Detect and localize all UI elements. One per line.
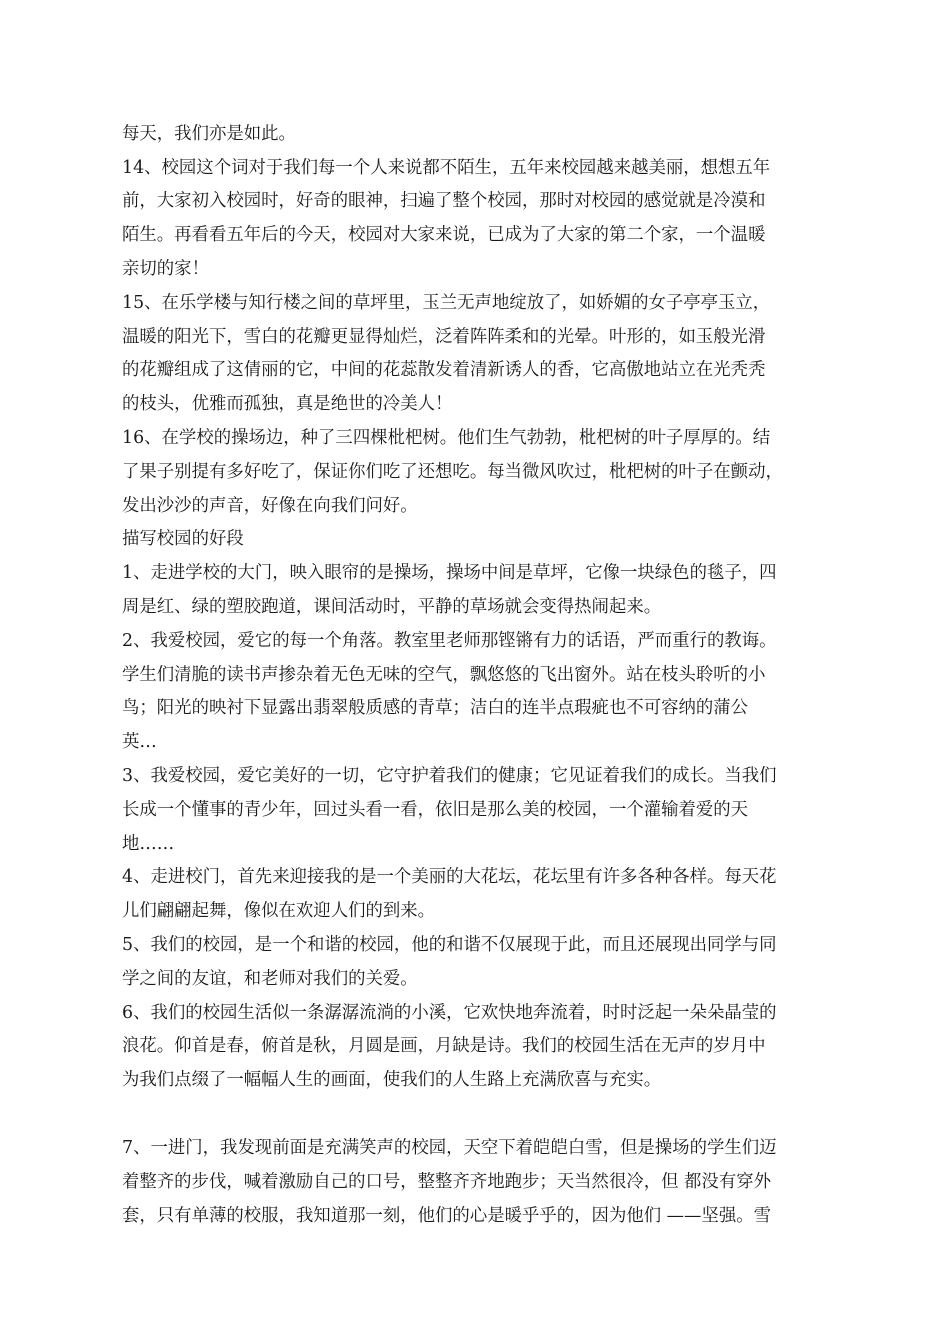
text-line: 长成一个懂事的青少年，回过头看一看，依旧是那么美的校园，一个灌输着爱的天 [122,800,749,820]
text-line: 儿们翩翩起舞，像似在欢迎人们的到来。 [122,901,436,921]
text-line: 的花瓣组成了这倩丽的它，中间的花蕊散发着清新诱人的香，它高傲地站立在光秃秃 [122,360,766,380]
text-line: 6、我们的校园生活似一条潺潺流淌的小溪，它欢快地奔流着，时时泛起一朵朵晶莹的 [122,1003,777,1023]
text-line: 地…… [122,834,175,854]
text-line: 学生们清脆的读书声掺杂着无色无味的空气，飘悠悠的飞出窗外。站在枝头聆听的小 [122,665,766,685]
text-line: 周是红、绿的塑胶跑道，课间活动时，平静的草场就会变得热闹起来。 [122,597,662,617]
text-line: 4、走进校门，首先来迎接我的是一个美丽的大花坛，花坛里有许多各种各样。每天花 [122,867,777,887]
text-line: 7、一进门，我发现前面是充满笑声的校园，天空下着皑皑白雪，但是操场的学生们迈 [122,1138,777,1158]
text-line: 学之间的友谊，和老师对我们的关爱。 [122,969,418,989]
text-line: 发出沙沙的声音，好像在向我们问好。 [122,496,418,516]
text-line: 温暖的阳光下，雪白的花瓣更显得灿烂，泛着阵阵柔和的光晕。叶形的，如玉般光滑 [122,327,766,347]
text-line: 15、在乐学楼与知行楼之间的草坪里，玉兰无声地绽放了，如娇媚的女子亭亭玉立， [122,293,771,313]
text-line: 2、我爱校园，爱它的每一个角落。教室里老师那铿锵有力的话语，严而重行的教诲。 [122,631,777,651]
text-line: 每天，我们亦是如此。 [122,124,296,144]
text-line: 陌生。再看看五年后的今天，校园对大家来说，已成为了大家的第二个家，一个温暖 [122,225,766,245]
text-line: 套，只有单薄的校服，我知道那一刻，他们的心是暖乎乎的，因为他们 ——坚强。雪 [122,1206,771,1226]
text-line: 的枝头，优雅而孤独，真是绝世的冷美人！ [122,394,453,414]
text-line: 16、在学校的操场边，种了三四棵枇杷树。他们生气勃勃，枇杷树的叶子厚厚的。结 [122,428,771,448]
text-line: 5、我们的校园，是一个和谐的校园，他的和谐不仅展现于此，而且还展现出同学与同 [122,935,777,955]
text-line: 14、校园这个词对于我们每一个人来说都不陌生，五年来校园越来越美丽，想想五年 [122,158,771,178]
text-line: 鸟；阳光的映衬下显露出翡翠般质感的青草；洁白的连半点瑕疵也不可容纳的蒲公 [122,698,749,718]
text-line: 3、我爱校园，爱它美好的一切，它守护着我们的健康；它见证着我们的成长。当我们 [122,766,777,786]
text-line: 英… [122,732,157,752]
text-line: 着整齐的步伐，喊着激励自己的口号，整整齐齐地跑步；天当然很冷，但 都没有穿外 [122,1172,771,1192]
text-line: 为我们点缀了一幅幅人生的画面，使我们的人生路上充满欣喜与充实。 [122,1070,662,1090]
section-heading: 描写校园的好段 [122,529,244,549]
text-line: 前，大家初入校园时，好奇的眼神，扫遍了整个校园，那时对校园的感觉就是冷漠和 [122,191,766,211]
text-line: 亲切的家！ [122,259,209,279]
text-line: 了果子别提有多好吃了，保证你们吃了还想吃。每当微风吹过，枇杷树的叶子在颤动， [122,462,783,482]
text-line: 浪花。仰首是春，俯首是秋，月圆是画，月缺是诗。我们的校园生活在无声的岁月中 [122,1036,766,1056]
text-line: 1、走进学校的大门，映入眼帘的是操场，操场中间是草坪，它像一块绿色的毯子，四 [122,563,777,583]
